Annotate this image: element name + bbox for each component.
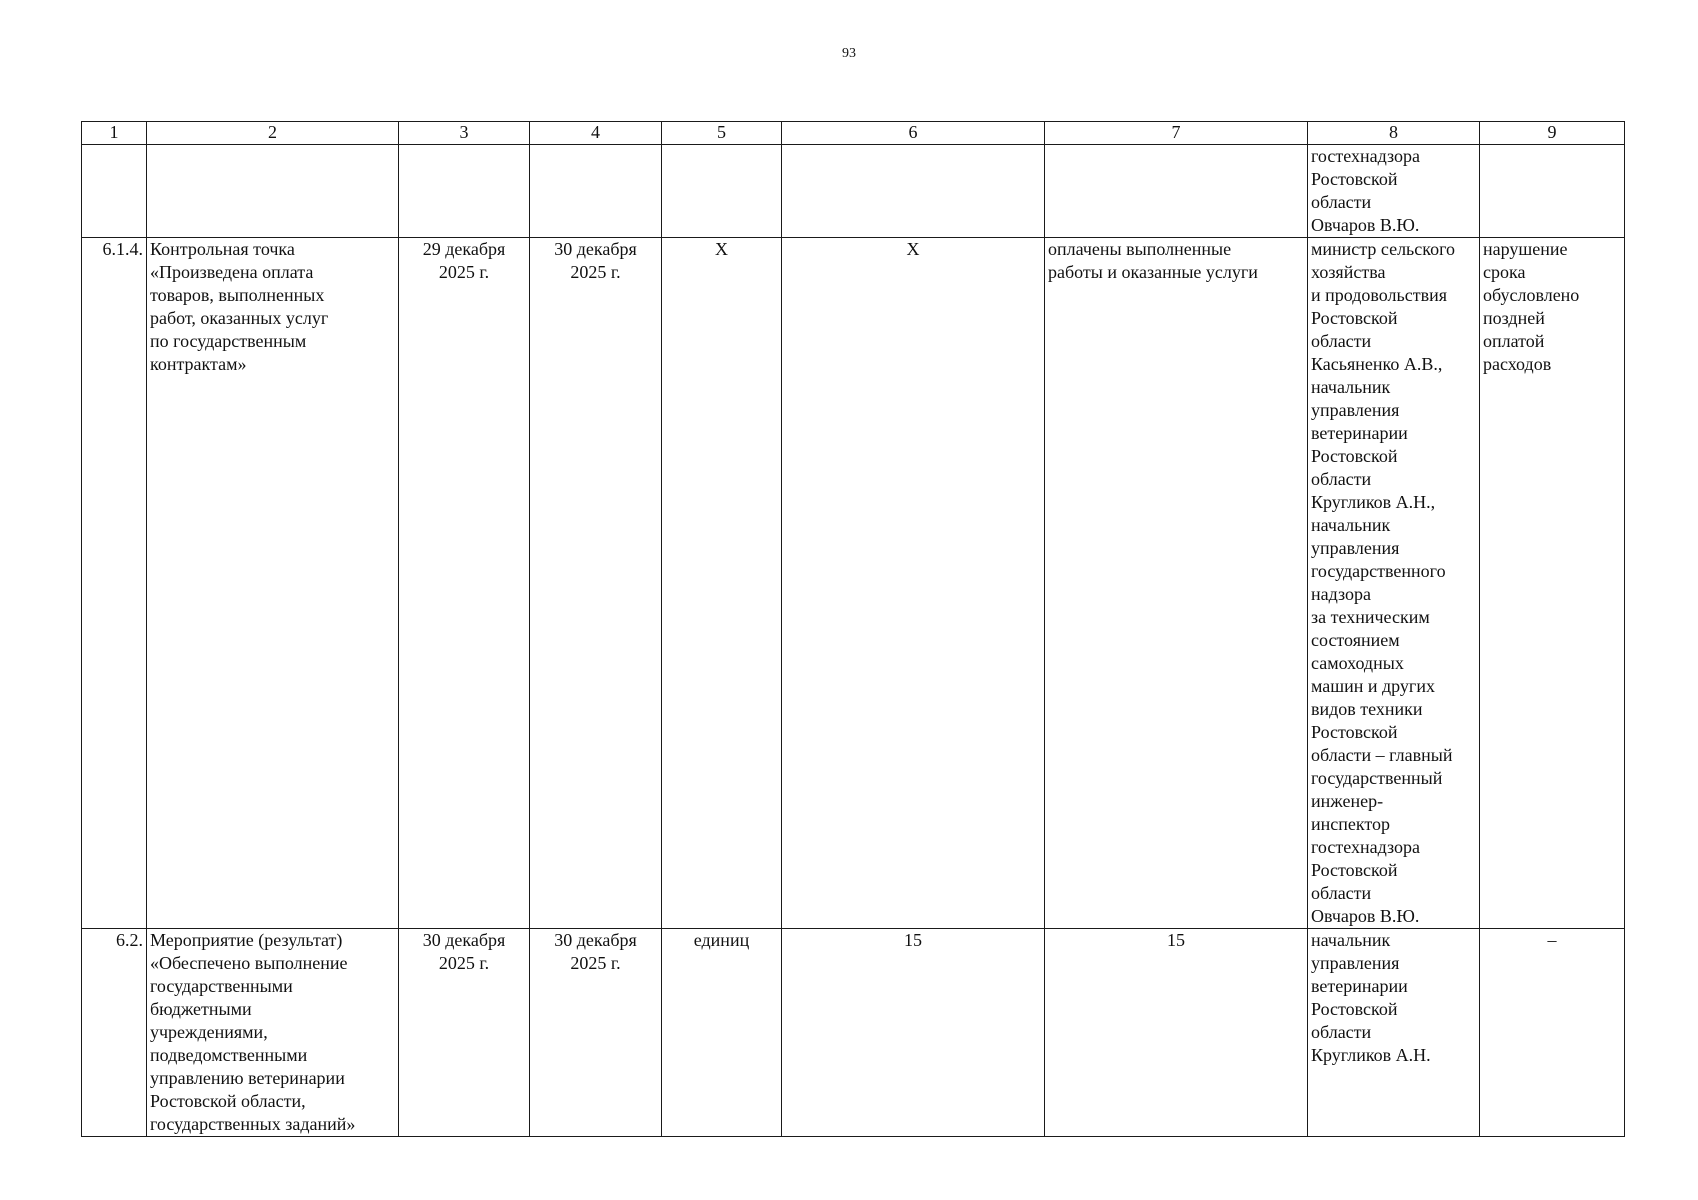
cell-line: Ростовской области, — [150, 1091, 306, 1111]
cell-line: начальник — [1311, 515, 1391, 535]
cell-line: ветеринарии — [1311, 423, 1408, 443]
cell-line: и продовольствия — [1311, 285, 1448, 305]
cell-line: расходов — [1483, 354, 1552, 374]
cell-line: Контрольная точка — [150, 239, 295, 259]
cell-line: министр сельского — [1311, 239, 1456, 259]
responsible-cell — [1308, 238, 1480, 929]
cell-line: управления — [1311, 953, 1400, 973]
cell-line: 30 декабря — [554, 239, 637, 259]
row-number-cell: 6.1.4. — [82, 238, 147, 929]
comment-cell — [1480, 238, 1625, 929]
cell-line: начальник — [1311, 377, 1391, 397]
cell-line: гостехнадзора — [1311, 146, 1420, 166]
start-date-cell — [399, 929, 530, 1137]
responsible-cell — [1308, 145, 1480, 238]
cell-line: начальник — [1311, 930, 1391, 950]
cell-line: государственных заданий» — [150, 1114, 356, 1134]
cell-line: машин и других — [1311, 676, 1435, 696]
column-header: 2 — [147, 122, 399, 145]
column-header: 8 — [1308, 122, 1480, 145]
table-row — [82, 929, 1625, 1137]
table-row — [82, 145, 1625, 238]
cell-line: состоянием — [1311, 630, 1400, 650]
cell-line: Мероприятие (результат) — [150, 930, 343, 950]
report-table — [81, 121, 1625, 1137]
row-number-cell: 6.2. — [82, 929, 147, 1137]
cell-line: управления — [1311, 538, 1400, 558]
cell-line: хозяйства — [1311, 262, 1386, 282]
unit-cell: единиц — [662, 929, 782, 1137]
cell-line: гостехнадзора — [1311, 837, 1420, 857]
cell-line: государственного — [1311, 561, 1446, 581]
result-cell — [1045, 238, 1308, 929]
plan-value-cell: 15 — [782, 929, 1045, 1137]
start-date-cell — [399, 238, 530, 929]
cell-line: 2025 г. — [438, 953, 490, 973]
cell-line: видов техники — [1311, 699, 1423, 719]
table-header-row — [82, 122, 1625, 145]
column-header: 6 — [782, 122, 1045, 145]
cell-line: 2025 г. — [570, 953, 621, 973]
end-date-cell — [530, 929, 662, 1137]
end-date-cell — [530, 238, 662, 929]
row-number-cell — [82, 145, 147, 238]
cell-line: инженер- — [1311, 791, 1384, 811]
cell-line: 30 декабря — [554, 930, 637, 950]
table-row — [82, 238, 1625, 929]
comment-cell — [1480, 145, 1625, 238]
cell-line: области – главный — [1311, 745, 1453, 765]
cell-line: управления — [1311, 400, 1400, 420]
cell-line: Ростовской — [1311, 169, 1398, 189]
cell-line: 29 декабря — [422, 239, 506, 259]
plan-value-cell: Х — [782, 238, 1045, 929]
cell-line: области — [1311, 469, 1372, 489]
column-header: 7 — [1045, 122, 1308, 145]
cell-line: области — [1311, 883, 1372, 903]
cell-line: области — [1311, 1022, 1372, 1042]
cell-line: Овчаров В.Ю. — [1311, 215, 1420, 235]
column-header: 4 — [530, 122, 662, 145]
cell-line: государственными — [150, 976, 293, 996]
cell-line: 2025 г. — [570, 262, 621, 282]
column-header: 1 — [82, 122, 147, 145]
end-date-cell — [530, 145, 662, 238]
plan-value-cell — [782, 145, 1045, 238]
cell-line: контрактам» — [150, 354, 247, 374]
page-number: 93 — [842, 46, 856, 61]
cell-line: Ростовской — [1311, 860, 1398, 880]
cell-line: инспектор — [1311, 814, 1391, 834]
cell-line: бюджетными — [150, 999, 252, 1019]
comment-cell — [1480, 929, 1625, 1137]
cell-line: 2025 г. — [438, 262, 490, 282]
unit-cell — [662, 145, 782, 238]
cell-line: поздней — [1483, 308, 1545, 328]
cell-line: работы и оказанные услуги — [1048, 262, 1258, 282]
cell-line: срока — [1483, 262, 1526, 282]
cell-line: подведомственными — [150, 1045, 308, 1065]
column-header: 5 — [662, 122, 782, 145]
cell-line: работ, оказанных услуг — [150, 308, 329, 328]
cell-line: 15 — [1167, 930, 1185, 950]
cell-line: управлению ветеринарии — [150, 1068, 345, 1088]
column-header: 9 — [1480, 122, 1625, 145]
cell-line: «Произведена оплата — [150, 262, 314, 282]
cell-line: Кругликов А.Н. — [1311, 1045, 1431, 1065]
cell-line: государственный — [1311, 768, 1443, 788]
cell-line: ветеринарии — [1311, 976, 1408, 996]
cell-line: – — [1547, 930, 1557, 950]
column-header: 3 — [399, 122, 530, 145]
cell-line: товаров, выполненных — [150, 285, 325, 305]
cell-line: области — [1311, 192, 1372, 212]
unit-cell: Х — [662, 238, 782, 929]
cell-line: Ростовской — [1311, 446, 1398, 466]
cell-line: Ростовской — [1311, 308, 1398, 328]
cell-line: за техническим — [1311, 607, 1430, 627]
result-cell — [1045, 145, 1308, 238]
cell-line: оплачены выполненные — [1048, 239, 1232, 259]
result-cell — [1045, 929, 1308, 1137]
cell-line: учреждениями, — [150, 1022, 268, 1042]
cell-line: по государственным — [150, 331, 307, 351]
cell-line: области — [1311, 331, 1372, 351]
name-cell — [147, 929, 399, 1137]
name-cell — [147, 238, 399, 929]
cell-line: Ростовской — [1311, 722, 1398, 742]
cell-line: 30 декабря — [422, 930, 506, 950]
cell-line: оплатой — [1483, 331, 1545, 351]
responsible-cell — [1308, 929, 1480, 1137]
start-date-cell — [399, 145, 530, 238]
cell-line: Касьяненко А.В., — [1311, 354, 1443, 374]
cell-line: Овчаров В.Ю. — [1311, 906, 1420, 926]
cell-line: Кругликов А.Н., — [1311, 492, 1436, 512]
cell-line: «Обеспечено выполнение — [150, 953, 348, 973]
cell-line: самоходных — [1311, 653, 1404, 673]
cell-line: надзора — [1311, 584, 1371, 604]
name-cell — [147, 145, 399, 238]
cell-line: Ростовской — [1311, 999, 1398, 1019]
cell-line: обусловлено — [1483, 285, 1580, 305]
cell-line: нарушение — [1483, 239, 1568, 259]
